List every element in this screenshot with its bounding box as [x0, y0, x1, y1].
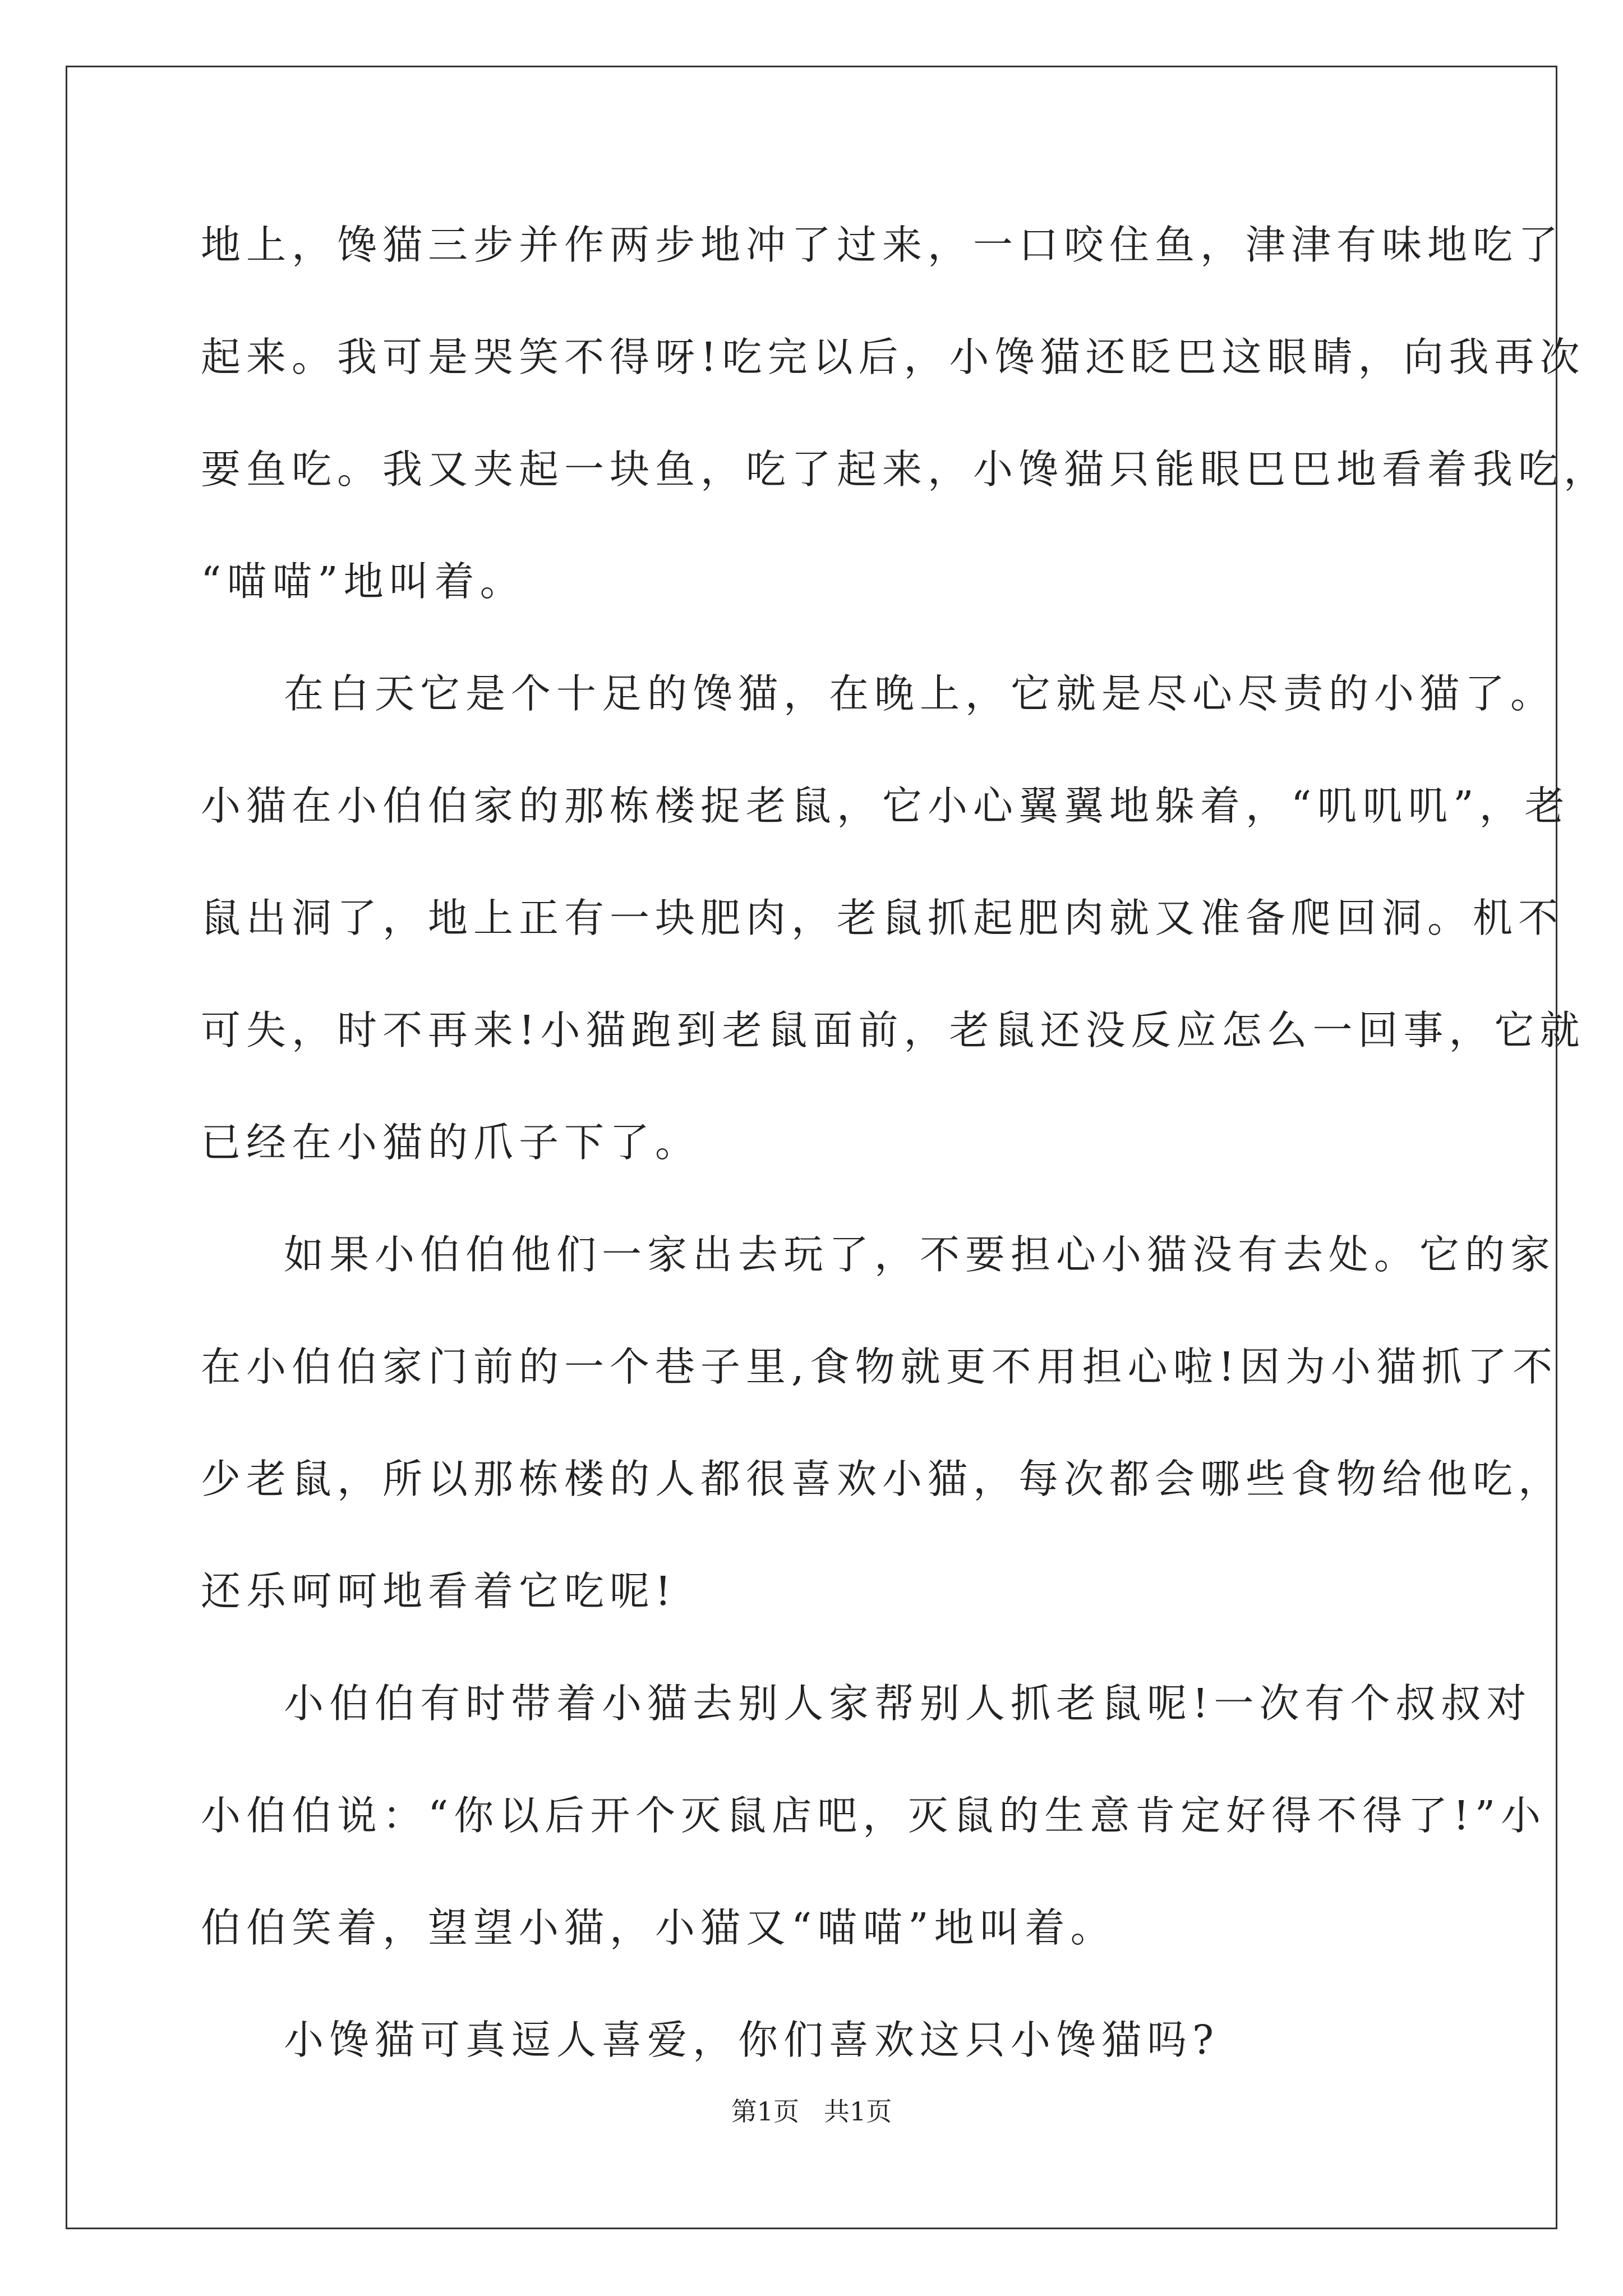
text-line: 要鱼吃。我又夹起一块鱼，吃了起来，小馋猫只能眼巴巴地看着我吃，	[201, 446, 1610, 493]
page-total: 共1页	[823, 2096, 892, 2127]
text-line: 小猫在小伯伯家的那栋楼捉老鼠，它小心翼翼地躲着，“叽叽叽”，老	[201, 783, 1570, 829]
page-footer	[0, 2091, 1623, 2128]
text-line: 已经在小猫的爪子下了。	[201, 1119, 701, 1166]
text-line: 伯伯笑着，望望小猫，小猫又“喵喵”地叫着。	[201, 1904, 1116, 1951]
text-line: 地上，馋猫三步并作两步地冲了过来，一口咬住鱼，津津有味地吃了	[201, 222, 1564, 268]
paragraph-start-line: 如果小伯伯他们一家出去玩了，不要担心小猫没有去处。它的家	[284, 1231, 1556, 1278]
text-line: 在小伯伯家门前的一个巷子里,食物就更不用担心啦!因为小猫抓了不	[201, 1343, 1559, 1390]
text-line: 小伯伯说：“你以后开个灭鼠店吧，灭鼠的生意肯定好得不得了!”小	[201, 1792, 1547, 1839]
text-line: 还乐呵呵地看着它吃呢!	[201, 1568, 677, 1614]
paragraph-start-line: 在白天它是个十足的馋猫，在晚上，它就是尽心尽责的小猫了。	[284, 670, 1556, 717]
document-body	[201, 220, 1610, 2127]
page-number: 第1页	[731, 2096, 800, 2127]
text-line: 可失，时不再来!小猫跑到老鼠面前，老鼠还没反应怎么一回事，它就	[201, 1007, 1585, 1053]
text-line: 起来。我可是哭笑不得呀!吃完以后，小馋猫还眨巴这眼睛，向我再次	[201, 334, 1585, 380]
paragraph-start-line: 小馋猫可真逗人喜爱，你们喜欢这只小馋猫吗?	[284, 2017, 1220, 2063]
paragraph-start-line: 小伯伯有时带着小猫去别人家帮别人抓老鼠呢!一次有个叔叔对	[284, 1680, 1532, 1727]
text-line: 鼠出洞了，地上正有一块肥肉，老鼠抓起肥肉就又准备爬回洞。机不	[201, 895, 1564, 941]
text-line: 少老鼠，所以那栋楼的人都很喜欢小猫，每次都会哪些食物给他吃，	[201, 1456, 1564, 1502]
text-line: “喵喵”地叫着。	[201, 558, 525, 605]
